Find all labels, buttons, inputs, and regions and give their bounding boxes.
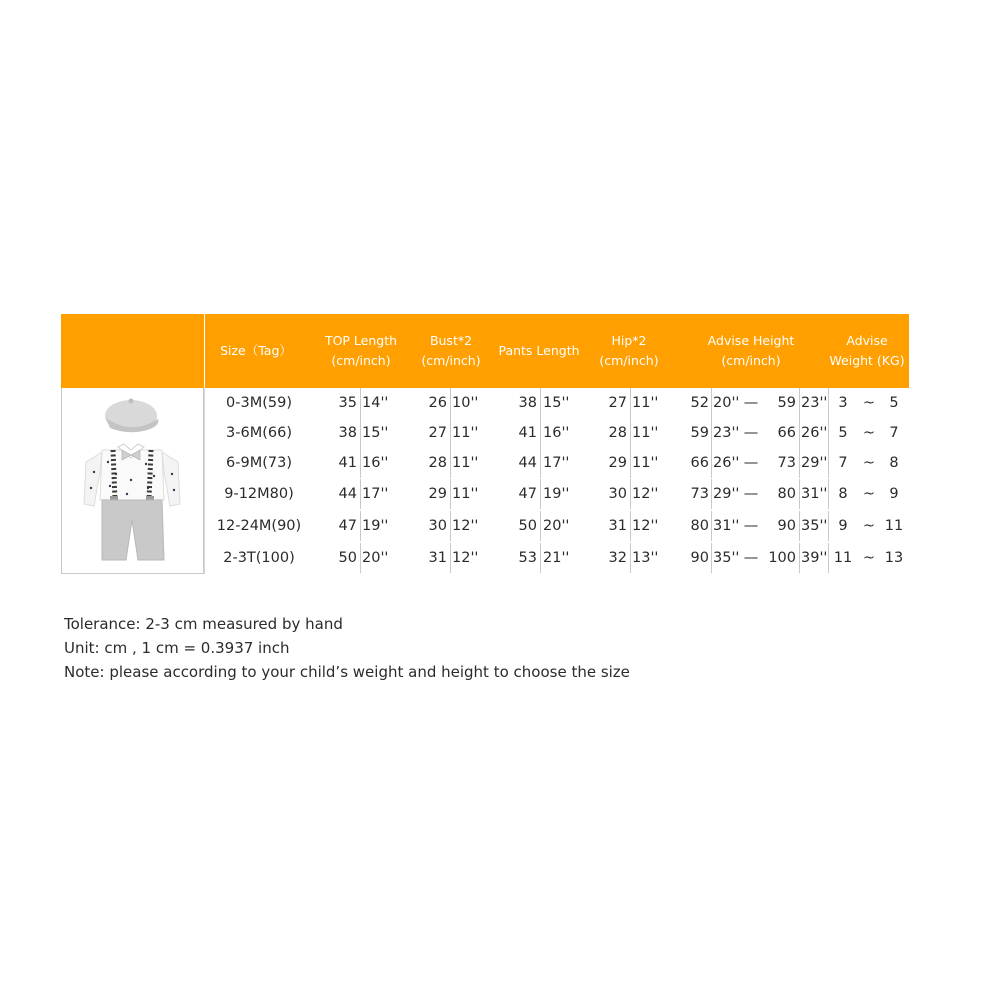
cell-separator <box>711 448 712 478</box>
header-advise-height-unit: (cm/inch) <box>721 353 781 368</box>
cell-separator <box>828 479 829 509</box>
cell-separator <box>799 543 800 573</box>
cell-height-min-cm: 52 <box>690 395 709 411</box>
cell-weight-min: 3 <box>838 395 848 411</box>
cell-top-length-inch: 15'' <box>362 425 389 441</box>
product-image-box <box>61 388 204 574</box>
cell-weight-min: 11 <box>833 550 853 566</box>
cell-height-min-inch: 20'' <box>713 395 740 411</box>
cell-height-min-inch: 29'' <box>713 486 740 502</box>
cell-separator <box>711 418 712 448</box>
cell-separator <box>360 418 361 448</box>
column-divider <box>204 388 205 574</box>
cell-hip-cm: 31 <box>608 518 627 534</box>
cell-bust-cm: 26 <box>428 395 447 411</box>
cell-height-max-inch: 29'' <box>801 455 828 471</box>
header-top-length-label: TOP Length <box>324 333 398 348</box>
header-advise-weight <box>824 314 910 388</box>
cell-bust-cm: 30 <box>428 518 447 534</box>
cell-separator <box>799 418 800 448</box>
cell-height-max-cm: 73 <box>777 455 796 471</box>
cell-weight-max: 8 <box>889 455 899 471</box>
cell-height-dash: — <box>743 518 759 534</box>
cell-separator <box>450 418 451 448</box>
cell-size: 12-24M(90) <box>216 518 302 534</box>
cell-height-max-cm: 66 <box>777 425 796 441</box>
cell-separator <box>711 543 712 573</box>
cell-separator <box>540 448 541 478</box>
cell-bust-inch: 11'' <box>452 425 479 441</box>
cell-size: 0-3M(59) <box>226 395 292 411</box>
baby-outfit-illustration <box>80 392 186 570</box>
cell-height-min-inch: 26'' <box>713 455 740 471</box>
cell-separator <box>630 479 631 509</box>
header-hip-label: Hip*2 <box>611 333 647 348</box>
header-pants-length <box>494 314 584 388</box>
cell-separator <box>799 511 800 541</box>
header-top-length <box>316 314 406 388</box>
cell-weight-max: 7 <box>889 425 899 441</box>
size-chart-header <box>61 314 909 388</box>
cell-top-length-cm: 44 <box>338 486 357 502</box>
cell-separator <box>630 543 631 573</box>
cell-height-dash: — <box>743 425 759 441</box>
header-advise-weight-unit: Weight (KG) <box>829 353 905 368</box>
cell-separator <box>360 388 361 418</box>
cell-weight-tilde: ~ <box>862 425 876 441</box>
cell-separator <box>540 479 541 509</box>
cell-separator <box>799 448 800 478</box>
cell-hip-inch: 11'' <box>632 455 659 471</box>
cell-separator <box>630 388 631 418</box>
header-bust <box>406 314 496 388</box>
cell-height-min-inch: 31'' <box>713 518 740 534</box>
cell-separator <box>450 388 451 418</box>
cell-height-dash: — <box>743 486 759 502</box>
cell-bust-inch: 12'' <box>452 550 479 566</box>
cell-hip-cm: 32 <box>608 550 627 566</box>
header-bust-label: Bust*2 <box>429 333 473 348</box>
cell-hip-cm: 29 <box>608 455 627 471</box>
cell-height-dash: — <box>743 395 759 411</box>
cell-separator <box>711 479 712 509</box>
cell-bust-inch: 12'' <box>452 518 479 534</box>
cell-separator <box>630 448 631 478</box>
cell-top-length-cm: 50 <box>338 550 357 566</box>
cell-separator <box>540 418 541 448</box>
cell-height-min-cm: 80 <box>690 518 709 534</box>
size-advice-note: Note: please according to your child’s weight and height to choose the size <box>64 663 630 681</box>
cell-weight-max: 9 <box>889 486 899 502</box>
cell-height-max-inch: 31'' <box>801 486 828 502</box>
header-top-length-unit: (cm/inch) <box>331 353 391 368</box>
cell-weight-tilde: ~ <box>862 486 876 502</box>
header-hip-unit: (cm/inch) <box>599 353 659 368</box>
cell-separator <box>711 511 712 541</box>
header-advise-height-label: Advise Height <box>707 333 795 348</box>
cell-top-length-inch: 16'' <box>362 455 389 471</box>
cell-top-length-cm: 38 <box>338 425 357 441</box>
tolerance-note: Tolerance: 2-3 cm measured by hand <box>64 615 343 633</box>
cell-separator <box>360 511 361 541</box>
cell-pants-length-cm: 47 <box>518 486 537 502</box>
cell-weight-max: 5 <box>889 395 899 411</box>
cell-weight-tilde: ~ <box>862 550 876 566</box>
cell-pants-length-inch: 17'' <box>543 455 570 471</box>
cell-hip-cm: 27 <box>608 395 627 411</box>
cell-height-max-cm: 100 <box>768 550 796 566</box>
cell-separator <box>360 543 361 573</box>
cell-bust-cm: 29 <box>428 486 447 502</box>
cell-size: 3-6M(66) <box>226 425 292 441</box>
header-advise-weight-label: Advise <box>846 333 888 348</box>
cell-weight-max: 13 <box>884 550 904 566</box>
cell-height-dash: — <box>743 455 759 471</box>
cell-top-length-cm: 41 <box>338 455 357 471</box>
cell-weight-min: 5 <box>838 425 848 441</box>
header-image-cell <box>61 314 205 388</box>
cell-hip-cm: 28 <box>608 425 627 441</box>
cell-pants-length-inch: 19'' <box>543 486 570 502</box>
cell-bust-cm: 27 <box>428 425 447 441</box>
cell-weight-max: 11 <box>884 518 904 534</box>
cell-hip-inch: 12'' <box>632 518 659 534</box>
cell-separator <box>630 511 631 541</box>
cell-top-length-inch: 14'' <box>362 395 389 411</box>
cell-separator <box>828 388 829 418</box>
cell-pants-length-cm: 53 <box>518 550 537 566</box>
cell-pants-length-cm: 38 <box>518 395 537 411</box>
cell-height-min-inch: 23'' <box>713 425 740 441</box>
cell-pants-length-inch: 20'' <box>543 518 570 534</box>
cell-separator <box>828 511 829 541</box>
cell-height-max-inch: 26'' <box>801 425 828 441</box>
cell-top-length-cm: 47 <box>338 518 357 534</box>
cell-height-min-cm: 59 <box>690 425 709 441</box>
cell-weight-min: 9 <box>838 518 848 534</box>
header-pants-length-label: Pants Length <box>498 343 580 358</box>
header-size <box>211 314 301 388</box>
cell-height-min-cm: 73 <box>690 486 709 502</box>
cell-hip-cm: 30 <box>608 486 627 502</box>
cell-height-min-cm: 90 <box>690 550 709 566</box>
cell-pants-length-inch: 16'' <box>543 425 570 441</box>
cell-top-length-inch: 20'' <box>362 550 389 566</box>
cell-separator <box>540 543 541 573</box>
cell-hip-inch: 11'' <box>632 395 659 411</box>
cell-top-length-inch: 19'' <box>362 518 389 534</box>
cell-weight-tilde: ~ <box>862 518 876 534</box>
cell-pants-length-cm: 50 <box>518 518 537 534</box>
cell-height-max-inch: 39'' <box>801 550 828 566</box>
cell-hip-inch: 13'' <box>632 550 659 566</box>
cell-size: 9-12M80) <box>224 486 294 502</box>
cell-height-max-inch: 35'' <box>801 518 828 534</box>
header-bust-unit: (cm/inch) <box>421 353 481 368</box>
cell-top-length-cm: 35 <box>338 395 357 411</box>
cell-separator <box>360 479 361 509</box>
cell-separator <box>360 448 361 478</box>
cell-size: 6-9M(73) <box>226 455 292 471</box>
cell-height-min-inch: 35'' <box>713 550 740 566</box>
cell-bust-cm: 31 <box>428 550 447 566</box>
header-hip <box>584 314 674 388</box>
header-advise-height <box>691 314 811 388</box>
cell-separator <box>540 388 541 418</box>
cell-weight-min: 7 <box>838 455 848 471</box>
unit-note: Unit: cm , 1 cm = 0.3937 inch <box>64 639 290 657</box>
cell-separator <box>828 418 829 448</box>
cell-hip-inch: 12'' <box>632 486 659 502</box>
cell-height-dash: — <box>743 550 759 566</box>
cell-separator <box>450 448 451 478</box>
cell-weight-tilde: ~ <box>862 455 876 471</box>
cell-separator <box>828 448 829 478</box>
cell-bust-inch: 11'' <box>452 486 479 502</box>
cell-bust-inch: 10'' <box>452 395 479 411</box>
cell-bust-cm: 28 <box>428 455 447 471</box>
cell-pants-length-inch: 15'' <box>543 395 570 411</box>
cell-height-max-cm: 90 <box>777 518 796 534</box>
cell-height-min-cm: 66 <box>690 455 709 471</box>
cell-pants-length-cm: 41 <box>518 425 537 441</box>
cell-height-max-cm: 80 <box>777 486 796 502</box>
cell-separator <box>540 511 541 541</box>
cell-weight-min: 8 <box>838 486 848 502</box>
cell-separator <box>799 479 800 509</box>
cell-height-max-cm: 59 <box>777 395 796 411</box>
cell-height-max-inch: 23'' <box>801 395 828 411</box>
cell-size: 2-3T(100) <box>223 550 295 566</box>
cell-separator <box>450 511 451 541</box>
cell-separator <box>711 388 712 418</box>
header-size-label: Size（Tag） <box>220 343 292 358</box>
cell-separator <box>450 479 451 509</box>
cell-separator <box>630 418 631 448</box>
cell-separator <box>799 388 800 418</box>
cell-separator <box>828 543 829 573</box>
cell-separator <box>450 543 451 573</box>
cell-bust-inch: 11'' <box>452 455 479 471</box>
cell-pants-length-cm: 44 <box>518 455 537 471</box>
cell-weight-tilde: ~ <box>862 395 876 411</box>
cell-pants-length-inch: 21'' <box>543 550 570 566</box>
cell-hip-inch: 11'' <box>632 425 659 441</box>
cell-top-length-inch: 17'' <box>362 486 389 502</box>
